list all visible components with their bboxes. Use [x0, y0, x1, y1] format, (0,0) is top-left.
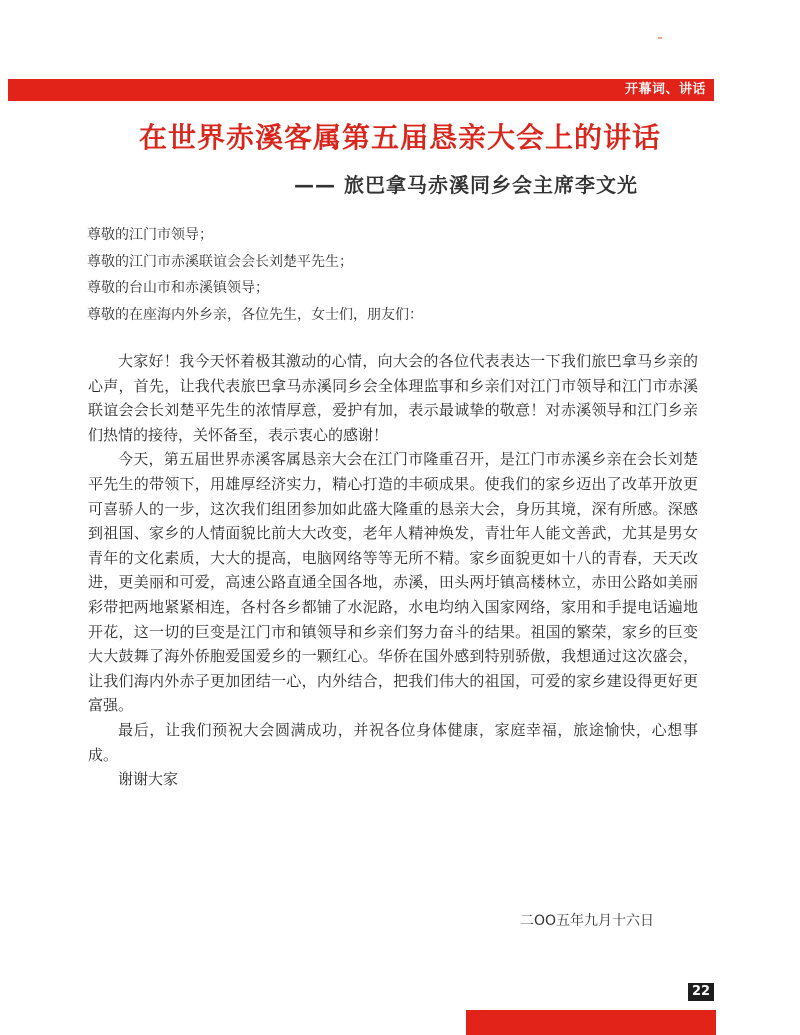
page-number: 22: [688, 983, 714, 1001]
article-date: 二OO五年九月十六日: [520, 913, 655, 929]
salutation-line: 尊敬的江门市领导；: [87, 227, 213, 243]
article-title: 在世界赤溪客属第五届恳亲大会上的讲话: [138, 121, 661, 154]
section-label: 开幕词、讲话: [624, 82, 706, 97]
article-subtitle: —— 旅巴拿马赤溪同乡会主席李文光: [294, 173, 638, 197]
body-paragraph: 今天，第五届世界赤溪客属恳亲大会在江门市隆重召开，是江门市赤溪乡亲在会长刘楚平先生的带领下，用雄厚经济实力，精心打造的丰硕成果。使我们的家乡迈出了改革开放更可喜骄人的一步，这次我们组团参加如此盛大隆重的恳亲大会，身历其境，深有所感。深感到祖国、家乡的人情面貌比前大大改变，老年人精神焕发，青壮年人能文善武，尤其是男女青年的文化素质，大大的提高，电脑网络等等无所不精。家乡面貌更如十八的青春，天天改进，更美丽和可爱，高速公路直通全国各地，赤溪，田头两圩镇高楼林立，赤田公路如美丽彩带把两地紧紧相连，各村各乡都铺了水泥路，水电均纳入国家网络，家用和手提电话遍地开花，这一切的巨变是江门市和镇领导和乡亲们努力奋斗的结果。祖国的繁荣，家乡的巨变大大鼓舞了海外侨胞爱国爱乡的一颗红心。华侨在国外感到特别骄傲，我想通过这次盛会，让我们海内外赤子更加团结一心，内外结合，把我们伟大的祖国，可爱的家乡建设得更好更富强。: [88, 450, 698, 715]
salutation-line: 尊敬的台山市和赤溪镇领导；: [87, 280, 269, 296]
decorative-dot: [658, 37, 662, 39]
body-paragraph: 大家好！我今天怀着极其激动的心情，向大会的各位代表表达一下我们旅巴拿马乡亲的心声，首先，让我代表旅巴拿马赤溪同乡会全体理监事和乡亲们对江门市领导和江门市赤溪联谊会会长刘楚平先生的浓情厚意，爱护有加，表示最诚挚的敬意！对赤溪领导和江门乡亲们热情的接待，关怀备至，表示衷心的感谢！: [88, 352, 698, 444]
body-paragraph: 最后，让我们预祝大会圆满成功，并祝各位身体健康，家庭幸福，旅途愉快，心想事成。: [88, 720, 698, 764]
section-header-bar: [8, 79, 714, 101]
closing-line: 谢谢大家: [118, 770, 179, 789]
footer-accent-bar: [466, 1010, 716, 1035]
salutation-block: [87, 222, 687, 328]
salutation-line: 尊敬的江门市赤溪联谊会会长刘楚平先生；: [87, 253, 353, 270]
article-body: [88, 349, 698, 792]
salutation-line: 尊敬的在座海内外乡亲，各位先生，女士们，朋友们：: [87, 306, 423, 323]
